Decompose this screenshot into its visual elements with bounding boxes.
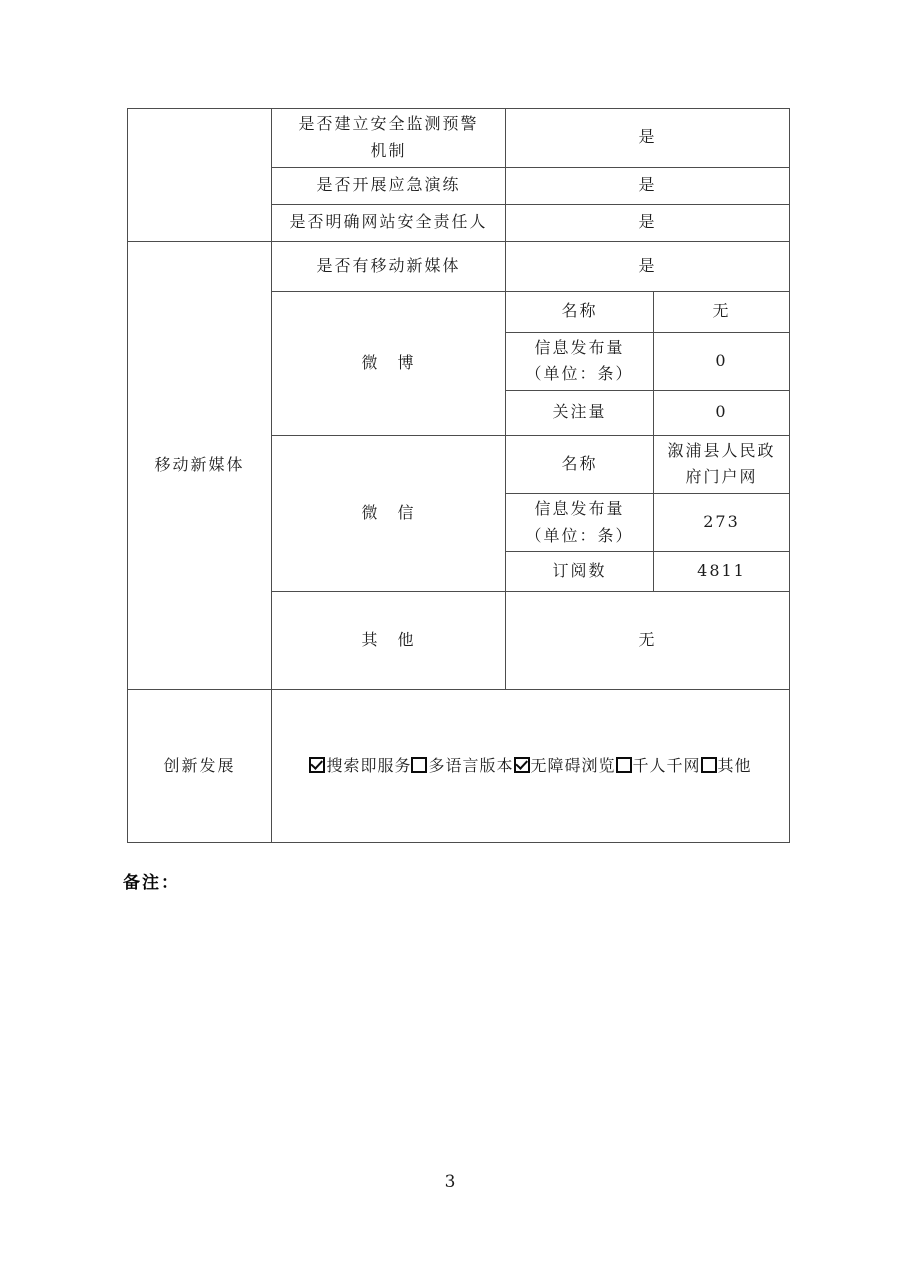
checkbox-unchecked-icon[interactable] xyxy=(616,757,632,773)
category-cell-mobile-media: 移动新媒体 xyxy=(128,241,272,689)
table-row xyxy=(128,109,790,168)
security-question-text: 是否建立安全监测预警机制 xyxy=(298,114,479,160)
wechat-posts-label-line2: （单位：条） xyxy=(525,525,634,545)
weibo-posts-label xyxy=(506,332,654,390)
checkbox-unchecked-icon[interactable] xyxy=(411,757,427,773)
option-label: 千人千网 xyxy=(632,755,701,775)
option-personalized xyxy=(616,753,701,780)
security-question-label: 是否明确网站安全责任人 xyxy=(272,204,506,241)
other-media-value: 无 xyxy=(506,592,790,690)
wechat-posts-label xyxy=(506,494,654,552)
page-number: 3 xyxy=(444,1172,456,1192)
wechat-posts-value: 273 xyxy=(654,494,790,552)
checkbox-unchecked-icon[interactable] xyxy=(701,757,717,773)
weibo-posts-label-line1: 信息发布量 xyxy=(534,337,625,357)
weibo-posts-value: 0 xyxy=(654,332,790,390)
checkbox-checked-icon[interactable] xyxy=(514,757,530,773)
category-cell-innovation: 创新发展 xyxy=(128,690,272,843)
category-cell-empty xyxy=(128,109,272,242)
wechat-name-value: 溆浦县人民政府门户网 xyxy=(654,435,790,494)
other-media-label: 其 他 xyxy=(272,592,506,690)
weibo-followers-label: 关注量 xyxy=(506,390,654,435)
wechat-label: 微 信 xyxy=(272,435,506,592)
innovation-options xyxy=(309,753,751,780)
weibo-followers-value: 0 xyxy=(654,390,790,435)
wechat-subscribers-label: 订阅数 xyxy=(506,552,654,592)
remark-label: 备注： xyxy=(123,873,180,893)
option-label: 无障碍浏览 xyxy=(530,755,616,775)
wechat-name-label: 名称 xyxy=(506,435,654,494)
has-mobile-media-value: 是 xyxy=(506,241,790,291)
option-search-service xyxy=(309,753,411,780)
checkbox-checked-icon[interactable] xyxy=(309,757,325,773)
option-other xyxy=(701,753,752,780)
weibo-label: 微 博 xyxy=(272,291,506,435)
has-mobile-media-label: 是否有移动新媒体 xyxy=(272,241,506,291)
report-table xyxy=(127,108,790,843)
weibo-name-value: 无 xyxy=(654,291,790,332)
security-answer-cell: 是 xyxy=(506,204,790,241)
option-label: 其他 xyxy=(717,755,752,775)
weibo-posts-label-line2: （单位：条） xyxy=(525,364,634,384)
weibo-name-label: 名称 xyxy=(506,291,654,332)
table-row xyxy=(128,241,790,291)
innovation-options-cell xyxy=(272,690,790,843)
option-label: 多语言版本 xyxy=(428,755,514,775)
security-answer-cell: 是 xyxy=(506,167,790,204)
wechat-posts-label-line1: 信息发布量 xyxy=(534,499,625,519)
wechat-subscribers-value: 4811 xyxy=(654,552,790,592)
option-accessibility xyxy=(514,753,616,780)
security-question-label xyxy=(272,109,506,168)
option-multilingual xyxy=(411,753,513,780)
table-row xyxy=(128,690,790,843)
security-answer-cell: 是 xyxy=(506,109,790,168)
option-label: 搜索即服务 xyxy=(326,755,412,775)
security-question-label: 是否开展应急演练 xyxy=(272,167,506,204)
